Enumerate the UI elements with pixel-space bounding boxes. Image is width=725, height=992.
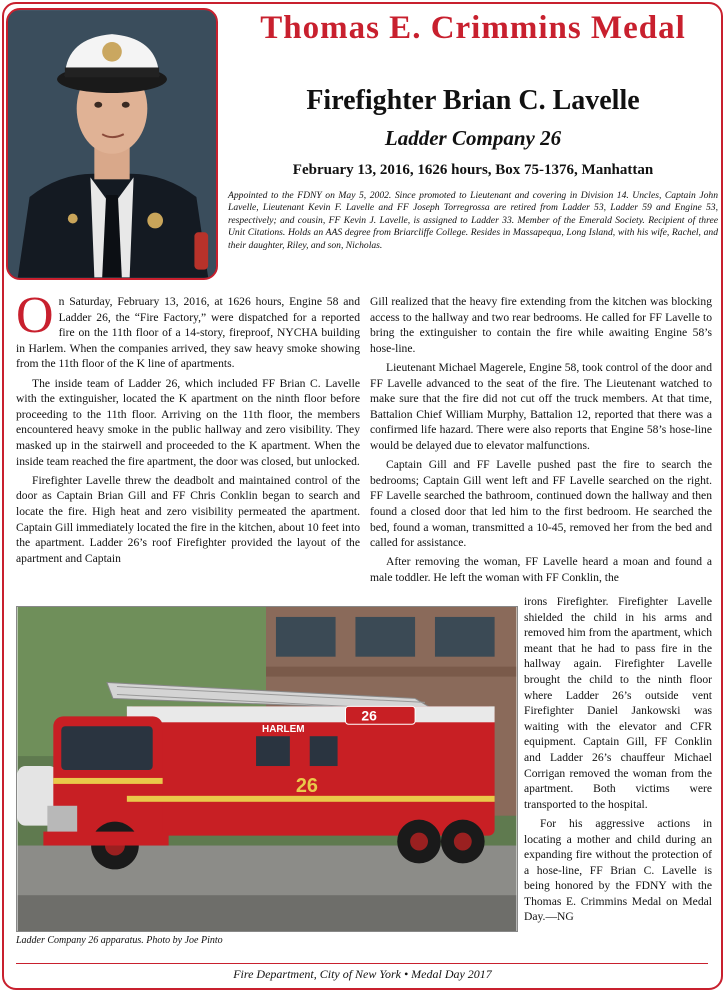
page-footer: Fire Department, City of New York • Medal Day 2017 xyxy=(233,967,492,981)
ladder-truck-illustration xyxy=(17,607,517,931)
paragraph-7: After removing the woman, FF Lavelle heard a moan and found a male toddler. He left the woman with FF Conklin, the xyxy=(370,555,712,584)
company-name: Ladder Company 26 xyxy=(384,126,562,150)
truck-number-plate: 26 xyxy=(361,707,377,724)
portrait-photo xyxy=(6,8,218,280)
ladder-truck-photo xyxy=(16,606,518,932)
truck-lettering: HARLEM xyxy=(262,724,305,736)
truck-number-door: 26 xyxy=(295,774,318,797)
paragraph-1-text: n Saturday, February 13, 2016, at 1626 hours, Engine 58 and Ladder 26, the “Fire Factory,” were dispatched for a reported fire on the 11th floor of a 14-story, fireproof, NYCHA building in Harlem. When the companies arrived, they saw heavy smoke showing from the 11th floor of the K line of apartments. xyxy=(16,295,360,371)
incident-dateline: February 13, 2016, 1626 hours, Box 75-1376, Manhattan xyxy=(292,162,654,178)
article-column-narrow xyxy=(524,594,712,929)
drop-cap: O xyxy=(16,287,54,344)
paragraph-3: Firefighter Lavelle threw the deadbolt and maintained control of the door as Captain Brian Gill and FF Chris Conklin began to search and locate the fire. High heat and zero visibility permeated the apartment. Captain Gill immediately located the fire in the kitchen, about 10 feet into the apartment. Ladder 26’s roof Firefighter provided the layout of the apartment and Captain xyxy=(16,473,360,565)
medal-title: Thomas E. Crimmins Medal xyxy=(260,10,686,46)
paragraph-6: Captain Gill and FF Lavelle pushed past the fire to search the bedrooms; Captain Gill went left and FF Lavelle searched on the right. FF Lavelle searched the bathroom, continued down the hallway and then found a closed door that led him to the first bedroom. He searched the bed, found a woman, transmitted a 10-45, removed her from the bed and called for assistance. xyxy=(370,458,712,550)
article-column-right xyxy=(370,294,712,589)
paragraph-7-continued: irons Firefighter. Firefighter Lavelle shielded the child in his arms and removed him from the apartment, which meant that he had to pass fire in the hallway again. Firefighter Lavelle brought the child to the ninth floor where Ladder 26’s outside vent Firefighter Daniel Jankowski was waiting with the elevator and CFR equipment. Captain Gill, FF Conklin and Ladder 26’s chauffeur Michael Corrigan removed the woman from the apartment. Both victims were transported to the hospital. xyxy=(524,595,712,811)
paragraph-1 xyxy=(16,287,360,372)
paragraph-8: For his aggressive actions in locating a mother and child during an expanding fire without the protection of a hose-line, FF Brian C. Lavelle is being honored by the FDNY with the Thomas E. Crimmins Medal on Medal Day.—NG xyxy=(524,816,712,924)
photo-caption: Ladder Company 26 apparatus. Photo by Joe Pinto xyxy=(16,935,223,946)
article-column-left xyxy=(16,287,360,570)
paragraph-4: Gill realized that the heavy fire extending from the kitchen was blocking access to the hallway and two rear bedrooms. He called for FF Lavelle to bring the extinguisher to contain the fire while awaiting Engine 58’s hose-line. xyxy=(370,295,712,355)
firefighter-name: Firefighter Brian C. Lavelle xyxy=(306,85,640,116)
footer-rule xyxy=(16,963,708,964)
paragraph-5: Lieutenant Michael Magerele, Engine 58, took control of the door and FF Lavelle advanced to the seat of the fire. The Lieutenant watched to make sure that the fire did not cut off the truck members. At that time, Battalion Chief William Murphy, Battalion 12, reported that there was a confirmed life hazard. There were also reports that Engine 58’s hose-line would be delayed due to elevator malfunctions. xyxy=(370,360,712,452)
portrait-illustration xyxy=(8,10,216,278)
paragraph-2: The inside team of Ladder 26, which included FF Brian C. Lavelle with the extinguisher, located the K apartment on the ninth floor before proceeding to the 11th floor. Arriving on the 11th floor, the members encountered heavy smoke in the public hallway and zero visibility. They masked up in the stairwell and proceeded to the K apartment. When the inside team reached the fire apartment, the door was closed, but unlocked. xyxy=(16,376,360,468)
biography: Appointed to the FDNY on May 5, 2002. Since promoted to Lieutenant and covering in Division 14. Uncles, Captain John Lavelle, Lieutenant Kevin F. Lavelle and FF Joseph Torregrossa are retired from Ladder 53, Ladder 59 and Engine 53, respectively; and cousin, FF Kevin J. Lavelle, is assigned to Ladder 33. Member of the Emerald Society. Recipient of three Unit Citations. Holds an AAS degree from Briarcliffe College. Resides in Massapequa, Long Island, with his wife, Rachel, and their daughter, Riley, and son, Nicholas. xyxy=(228,190,718,251)
